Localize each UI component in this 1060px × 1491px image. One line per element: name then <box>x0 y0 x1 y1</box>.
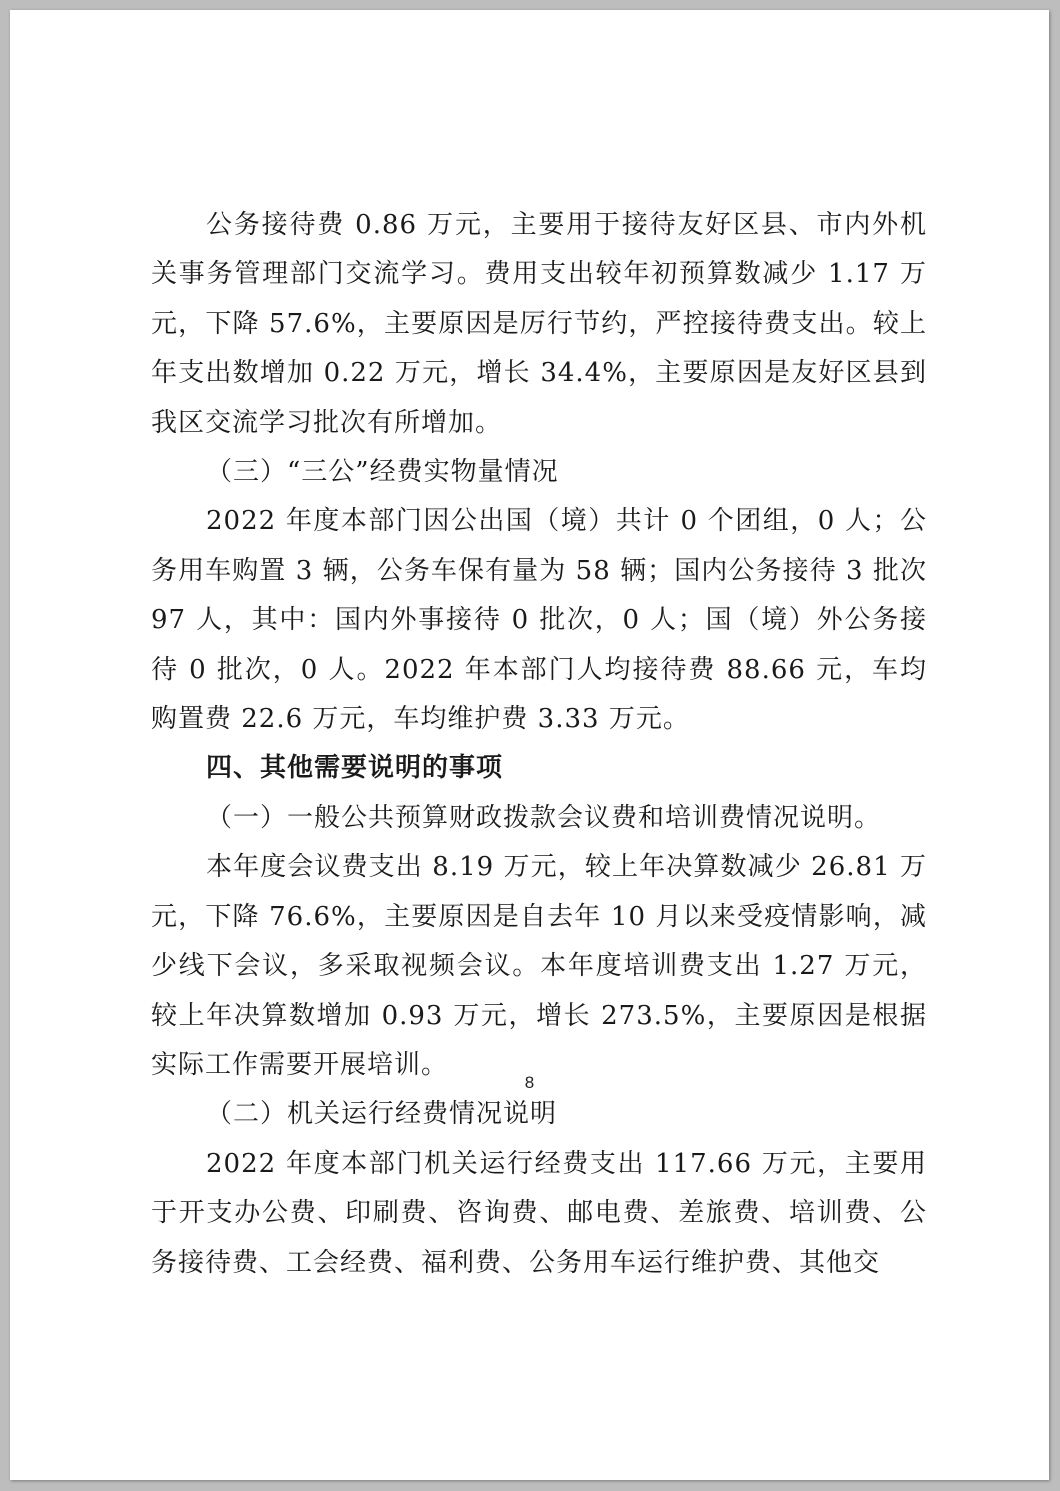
paragraph-operating-expenses: 2022 年度本部门机关运行经费支出 117.66 万元，主要用于开支办公费、印刷费、咨询费、邮电费、差旅费、培训费、公务接待费、工会经费、福利费、公务用车运行维护费、其他交 <box>151 1148 927 1278</box>
section-heading-other-matters: 四、其他需要说明的事项 <box>206 753 504 784</box>
document-body <box>151 201 927 1288</box>
subheading-operating-expenses: （二）机关运行经费情况说明 <box>206 1099 558 1130</box>
paragraph-reception-expenses: 公务接待费 0.86 万元，主要用于接待友好区县、市内外机关事务管理部门交流学习。费用支出较年初预算数减少 1.17 万元，下降 57.6%，主要原因是厉行节约，严控接待费支出。较上年支出数增加 0.22 万元，增长 34.4%，主要原因是友好区县到我区交流学习批次有所增加。 <box>151 210 927 438</box>
page-number: 8 <box>524 1073 535 1092</box>
subheading-three-public-physical: （三）“三公”经费实物量情况 <box>206 457 559 488</box>
document-page <box>10 10 1049 1480</box>
paragraph-physical-quantities: 2022 年度本部门因公出国（境）共计 0 个团组，0 人；公务用车购置 3 辆，公务车保有量为 58 辆；国内公务接待 3 批次 97 人，其中：国内外事接待 0 批次，0 人；国（境）外公务接待 0 批次，0 人。2022 年本部门人均接待费 88.66 元，车均购置费 22.6 万元，车均维护费 3.33 万元。 <box>151 506 927 735</box>
paragraph-meeting-training-expenses: 本年度会议费支出 8.19 万元，较上年决算数减少 26.81 万元，下降 76.6%，主要原因是自去年 10 月以来受疫情影响，减少线下会议，多采取视频会议。本年度培训费支出 1.27 万元，较上年决算数增加 0.93 万元，增长 273.5%，主要原因是根据实际工作需要开展培训。 <box>151 852 927 1080</box>
subheading-meeting-training: （一）一般公共预算财政拨款会议费和培训费情况说明。 <box>206 802 882 833</box>
